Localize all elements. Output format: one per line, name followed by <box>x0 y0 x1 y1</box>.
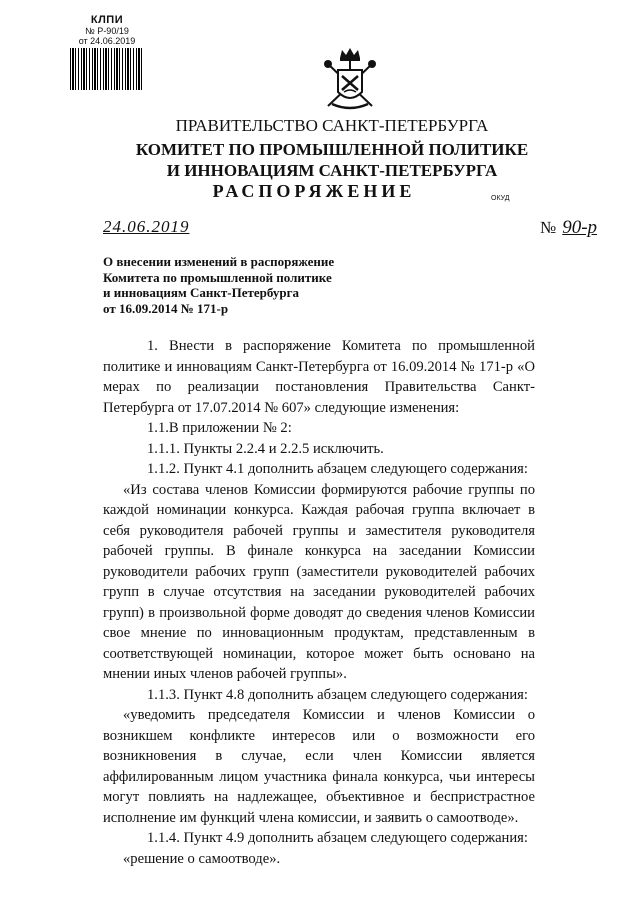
subject-line: и инновациям Санкт-Петербурга <box>103 285 300 300</box>
okud-label: ОКУД <box>491 195 510 202</box>
government-name: ПРАВИТЕЛЬСТВО САНКТ-ПЕТЕРБУРГА <box>175 116 489 135</box>
paragraph: 1.1.2. Пункт 4.1 дополнить абзацем следующего содержания: <box>147 461 528 477</box>
committee-name-line1: КОМИТЕТ ПО ПРОМЫШЛЕННОЙ ПОЛИТИКЕ <box>135 140 529 159</box>
document-date: 24.06.2019 <box>103 217 190 236</box>
registration-stamp <box>70 14 144 90</box>
subject-line: О внесении изменений в распоряжение <box>103 254 335 269</box>
paragraph: 1.1.3. Пункт 4.8 дополнить абзацем следующего содержания: <box>147 686 528 703</box>
stamp-org: КЛПИ <box>90 14 124 26</box>
paragraph: 1. Внести в распоряжение Комитета по промышленной политике и инновациям Санкт-Петербурга от 16.09.2014 № 171-р «О мерах по реализации постановления Правительства Санкт-Петербурга от 17.07.2014 № 607» следующие изменения: <box>103 338 535 416</box>
paragraph: 1.1.1. Пункты 2.2.4 и 2.2.5 исключить. <box>147 440 384 457</box>
committee-name-line2: И ИННОВАЦИЯМ САНКТ-ПЕТЕРБУРГА <box>166 161 498 180</box>
stamp-date: от 24.06.2019 <box>78 36 136 46</box>
quoted-paragraph: «уведомить председателя Комиссии и членов Комиссии о возникшем конфликте интересов или о возможности его возникновения в случае, если член Комиссии является аффилированным лицом участника финала конкурса, чьи интересы могут повлиять на надлежащее, объективное и беспристрастное исполнение им функций члена комиссии, и заявить о самоотводе». <box>103 707 535 826</box>
quoted-paragraph: «решение о самоотводе». <box>123 850 281 867</box>
document-number: 90-р <box>562 217 598 238</box>
stamp-number: № Р-90/19 <box>85 26 129 36</box>
document-number-line <box>540 217 597 239</box>
document-body <box>103 336 535 869</box>
subject-line: Комитета по промышленной политике <box>103 269 332 285</box>
subject-line: от 16.09.2014 № 171-р <box>103 300 229 316</box>
document-type: РАСПОРЯЖЕНИЕ <box>212 181 416 201</box>
paragraph: 1.1.В приложении № 2: <box>147 420 292 436</box>
document-subject <box>103 254 393 316</box>
barcode <box>70 48 144 90</box>
paragraph: 1.1.4. Пункт 4.9 дополнить абзацем следующего содержания: <box>147 830 528 846</box>
quoted-paragraph: «Из состава членов Комиссии формируются рабочие группы по каждой номинации конкурса. Каждая рабочая группа включает в себя руководителя рабочей группы и заместителя руководителя рабочей группы. В финале конкурса на заседании Комиссии руководители рабочих групп (заместители руководителей рабочих групп в случае отсутствия на заседании руководителей рабочих групп) в произвольной форме доводят до сведения членов Комиссии свое мнение по инновационным продуктам, представленным в соответствующей номинации, которое может быть основано на мнении иных членов рабочей группы». <box>103 481 535 682</box>
coat-of-arms-icon <box>322 48 378 114</box>
number-label: № <box>540 218 557 237</box>
